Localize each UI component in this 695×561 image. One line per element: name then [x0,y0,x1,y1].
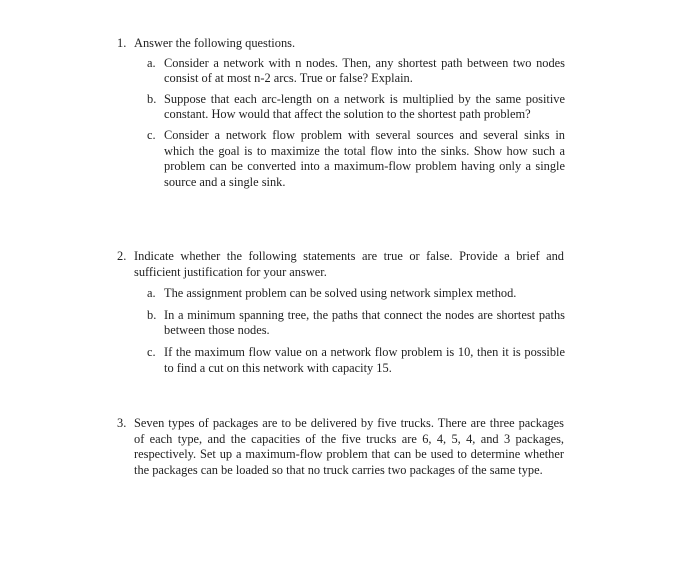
part-text: In a minimum spanning tree, the paths that connect the nodes are shortest paths between those nodes. [164,307,565,338]
part-label: c. [147,344,156,359]
part-label: b. [147,307,157,322]
part-text: Suppose that each arc-length on a network is multiplied by the same positive constant. How would that affect the solution to the shortest path problem? [164,91,565,122]
question-1-part-b [147,92,565,123]
question-text: Answer the following questions. [134,36,296,50]
question-2 [117,249,567,382]
question-number: 1. [117,36,127,50]
part-label: c. [147,127,156,142]
question-2-part-a [147,286,565,302]
question-1 [117,36,567,195]
question-1-part-a [147,56,565,87]
question-1-part-c [147,128,565,190]
question-number: 3. [117,416,127,430]
part-text: Consider a network flow problem with several sources and several sinks in which the goal is to maximize the total flow into the sinks. Show how such a problem can be converted into a maximum-flow problem having only a single source and a single sink. [164,127,565,189]
question-2-part-c [147,345,565,376]
part-label: b. [147,91,157,106]
question-number: 2. [117,249,127,263]
question-3 [117,416,567,478]
question-text: Seven types of packages are to be delivered by five trucks. There are three packages of each type, and the capacities of the five trucks are 6, 4, 5, 4, and 3 packages, respectively. Set up a maximum-flow problem that can be used to determine whether the packages can be loaded so that no truck carries two packages of the same type. [134,416,564,477]
question-2-parts [117,286,567,376]
question-text: Indicate whether the following statements are true or false. Provide a brief and sufficient justification for your answer. [134,249,564,279]
part-text: If the maximum flow value on a network flow problem is 10, then it is possible to find a cut on this network with capacity 15. [164,344,565,375]
question-2-part-b [147,308,565,339]
part-label: a. [147,286,156,301]
part-text: The assignment problem can be solved using network simplex method. [164,286,517,301]
question-1-parts [117,56,567,191]
part-text: Consider a network with n nodes. Then, any shortest path between two nodes consist of at most n-2 arcs. True or false? Explain. [164,55,565,86]
part-label: a. [147,55,156,70]
